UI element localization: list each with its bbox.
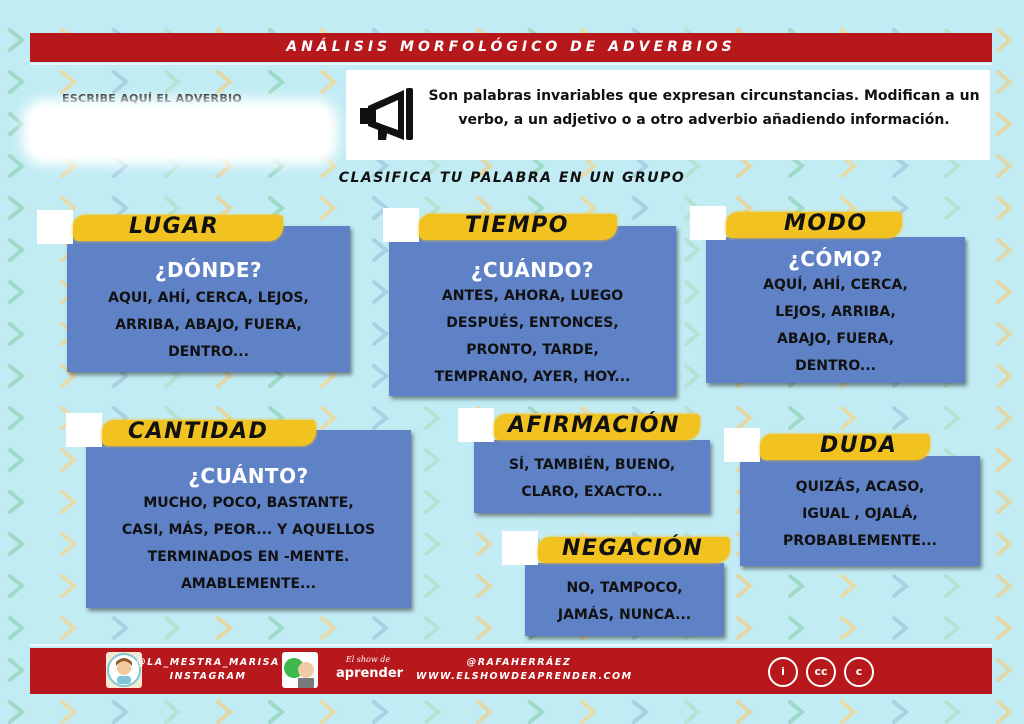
chevron-pattern-mark bbox=[374, 282, 386, 302]
chevron-pattern-mark bbox=[998, 660, 1010, 680]
chevron-pattern-mark bbox=[10, 198, 22, 218]
chevron-pattern-mark bbox=[426, 576, 438, 596]
logo-text-bottom: aprender bbox=[336, 666, 404, 681]
chevron-pattern-mark bbox=[582, 702, 594, 722]
chevron-pattern-mark bbox=[894, 618, 906, 638]
card-modo bbox=[706, 237, 965, 383]
card-modo-line: LEJOS, ARRIBA, bbox=[775, 304, 896, 320]
chevron-pattern-mark bbox=[322, 408, 334, 428]
el-show-de-aprender-logo bbox=[336, 654, 404, 688]
chevron-pattern-mark bbox=[114, 72, 126, 92]
chevron-pattern-mark bbox=[62, 72, 74, 92]
chevron-pattern-mark bbox=[998, 408, 1010, 428]
chevron-pattern-mark bbox=[10, 618, 22, 638]
chevron-pattern-mark bbox=[374, 240, 386, 260]
chevron-pattern-mark bbox=[946, 576, 958, 596]
chevron-pattern-mark bbox=[426, 450, 438, 470]
chevron-pattern-mark bbox=[478, 702, 490, 722]
chevron-pattern-mark bbox=[62, 534, 74, 554]
card-tiempo-line: DESPUÉS, ENTONCES, bbox=[446, 315, 619, 331]
cc-sharealike-icon: c bbox=[844, 657, 874, 687]
chevron-pattern-mark bbox=[634, 702, 646, 722]
card-duda-line: QUIZÁS, ACASO, bbox=[795, 479, 925, 495]
avatar-illustration-icon bbox=[282, 652, 318, 688]
chevron-pattern-mark bbox=[530, 702, 542, 722]
chevron-pattern-mark bbox=[998, 366, 1010, 386]
adverb-input-label: ESCRIBE AQUÍ EL ADVERBIO bbox=[62, 92, 243, 105]
chevron-pattern-mark bbox=[10, 282, 22, 302]
definition-box bbox=[346, 70, 990, 160]
chevron-pattern-mark bbox=[998, 534, 1010, 554]
website-credit[interactable] bbox=[416, 656, 633, 684]
chevron-pattern-mark bbox=[998, 576, 1010, 596]
chevron-pattern-mark bbox=[738, 702, 750, 722]
instagram-handle[interactable] bbox=[136, 656, 280, 684]
author-handle[interactable]: @RAFAHERRÁEZ bbox=[466, 657, 572, 668]
chevron-pattern-mark bbox=[790, 408, 802, 428]
chevron-pattern-mark bbox=[166, 72, 178, 92]
card-afirmacion bbox=[474, 440, 710, 513]
megaphone-icon bbox=[358, 86, 418, 142]
chevron-pattern-mark bbox=[686, 324, 698, 344]
label-afirmacion-text: AFIRMACIÓN bbox=[508, 413, 680, 438]
chevron-pattern-mark bbox=[894, 408, 906, 428]
label-modo-text: MODO bbox=[784, 211, 868, 236]
card-lugar bbox=[67, 226, 350, 372]
chevron-pattern-mark bbox=[62, 618, 74, 638]
chevron-pattern-mark bbox=[426, 408, 438, 428]
chevron-pattern-mark bbox=[10, 240, 22, 260]
chevron-pattern-mark bbox=[10, 702, 22, 722]
page-title: ANÁLISIS MORFOLÓGICO DE ADVERBIOS bbox=[30, 33, 992, 62]
card-lugar-line: AQUI, AHÍ, CERCA, LEJOS, bbox=[108, 290, 309, 306]
chevron-pattern-mark bbox=[998, 282, 1010, 302]
card-modo-line: DENTRO... bbox=[795, 358, 876, 374]
chevron-pattern-mark bbox=[374, 702, 386, 722]
chevron-pattern-mark bbox=[62, 702, 74, 722]
chevron-pattern-mark bbox=[62, 492, 74, 512]
chevron-pattern-mark bbox=[790, 702, 802, 722]
chevron-pattern-mark bbox=[738, 408, 750, 428]
chevron-pattern-mark bbox=[218, 702, 230, 722]
card-duda-line: PROBABLEMENTE... bbox=[783, 533, 937, 549]
chevron-pattern-mark bbox=[842, 408, 854, 428]
chevron-pattern-mark bbox=[374, 408, 386, 428]
card-cantidad bbox=[86, 430, 411, 608]
chevron-pattern-mark bbox=[166, 618, 178, 638]
chevron-pattern-mark bbox=[322, 198, 334, 218]
chevron-pattern-mark bbox=[998, 72, 1010, 92]
chevron-pattern-mark bbox=[894, 576, 906, 596]
chevron-pattern-mark bbox=[946, 198, 958, 218]
label-negacion-text: NEGACIÓN bbox=[562, 536, 704, 561]
card-tiempo-line: ANTES, AHORA, LUEGO bbox=[441, 288, 624, 304]
card-cantidad-examples bbox=[86, 490, 411, 598]
chevron-pattern-mark bbox=[374, 618, 386, 638]
chevron-pattern-mark bbox=[270, 72, 282, 92]
card-negacion-line: JAMÁS, NUNCA... bbox=[557, 607, 692, 623]
card-cantidad-line: CASI, MÁS, PEOR... Y AQUELLOS bbox=[121, 522, 376, 538]
chevron-pattern-mark bbox=[842, 702, 854, 722]
card-duda-examples bbox=[740, 474, 980, 555]
chevron-pattern-mark bbox=[426, 534, 438, 554]
instagram-label: INSTAGRAM bbox=[169, 671, 247, 682]
chevron-pattern-mark bbox=[998, 30, 1010, 50]
chevron-pattern-mark bbox=[998, 450, 1010, 470]
chevron-pattern-mark bbox=[738, 576, 750, 596]
chevron-pattern-mark bbox=[946, 618, 958, 638]
chevron-pattern-mark bbox=[998, 114, 1010, 134]
chevron-pattern-mark bbox=[10, 72, 22, 92]
card-negacion bbox=[525, 563, 724, 636]
chevron-pattern-mark bbox=[998, 618, 1010, 638]
checkbox-modo[interactable] bbox=[690, 206, 726, 240]
chevron-pattern-mark bbox=[10, 492, 22, 512]
card-afirmacion-line: SÍ, TAMBIÉN, BUENO, bbox=[508, 457, 676, 473]
card-afirmacion-examples bbox=[474, 452, 710, 506]
chevron-pattern-mark bbox=[10, 534, 22, 554]
chevron-pattern-mark bbox=[426, 702, 438, 722]
chevron-pattern-mark bbox=[374, 366, 386, 386]
card-modo-line: ABAJO, FUERA, bbox=[776, 331, 895, 347]
checkbox-duda[interactable] bbox=[724, 428, 760, 462]
card-negacion-examples bbox=[525, 575, 724, 629]
card-negacion-line: NO, TAMPOCO, bbox=[566, 580, 683, 596]
chevron-pattern-mark bbox=[10, 408, 22, 428]
card-duda-line: IGUAL , OJALÁ, bbox=[802, 506, 918, 522]
card-tiempo-question: ¿CUÁNDO? bbox=[470, 258, 595, 282]
chevron-pattern-mark bbox=[114, 702, 126, 722]
card-tiempo-line: PRONTO, TARDE, bbox=[466, 342, 599, 358]
checkbox-lugar[interactable] bbox=[37, 210, 73, 244]
chevron-pattern-mark bbox=[478, 576, 490, 596]
chevron-pattern-mark bbox=[790, 576, 802, 596]
card-modo-question: ¿CÓMO? bbox=[788, 247, 883, 271]
label-cantidad-text: CANTIDAD bbox=[128, 419, 269, 444]
chevron-pattern-mark bbox=[634, 198, 646, 218]
instagram-handle-text[interactable]: @LA_MESTRA_MARISA bbox=[136, 657, 280, 668]
chevron-pattern-mark bbox=[998, 324, 1010, 344]
card-lugar-line: ARRIBA, ABAJO, FUERA, bbox=[115, 317, 302, 333]
chevron-pattern-mark bbox=[270, 702, 282, 722]
card-modo-examples bbox=[706, 272, 965, 380]
chevron-pattern-mark bbox=[998, 240, 1010, 260]
chevron-pattern-mark bbox=[998, 198, 1010, 218]
card-cantidad-line: TERMINADOS EN -MENTE. bbox=[147, 549, 350, 565]
chevron-pattern-mark bbox=[374, 324, 386, 344]
cc-attribution-icon: i bbox=[768, 657, 798, 687]
chevron-pattern-mark bbox=[270, 618, 282, 638]
definition-text: Son palabras invariables que expresan circunstancias. Modifican a un verbo, a un adjetivo o a otro adverbio añadiendo información. bbox=[428, 88, 980, 128]
chevron-pattern-mark bbox=[10, 114, 22, 134]
chevron-pattern-mark bbox=[322, 618, 334, 638]
chevron-pattern-mark bbox=[998, 492, 1010, 512]
chevron-pattern-mark bbox=[10, 366, 22, 386]
card-lugar-question: ¿DÓNDE? bbox=[154, 258, 263, 282]
chevron-pattern-mark bbox=[686, 282, 698, 302]
checkbox-cantidad[interactable] bbox=[66, 413, 102, 447]
card-duda bbox=[740, 456, 980, 566]
card-cantidad-line: AMABLEMENTE... bbox=[180, 576, 317, 592]
logo-text-top: El show de bbox=[345, 655, 391, 664]
card-cantidad-question: ¿CUÁNTO? bbox=[188, 464, 309, 488]
checkbox-afirmacion[interactable] bbox=[458, 408, 494, 442]
chevron-pattern-mark bbox=[842, 576, 854, 596]
chevron-pattern-mark bbox=[478, 618, 490, 638]
chevron-pattern-mark bbox=[946, 702, 958, 722]
chevron-pattern-mark bbox=[790, 618, 802, 638]
chevron-pattern-mark bbox=[114, 618, 126, 638]
chevron-pattern-mark bbox=[218, 618, 230, 638]
checkbox-negacion[interactable] bbox=[502, 531, 538, 565]
label-tiempo-text: TIEMPO bbox=[465, 213, 569, 238]
website-url[interactable]: WWW.ELSHOWDEAPRENDER.COM bbox=[416, 671, 633, 682]
footer-bar bbox=[30, 648, 992, 694]
cc-license-icon: cc bbox=[806, 657, 836, 687]
card-modo-line: AQUÍ, AHÍ, CERCA, bbox=[763, 277, 908, 293]
chevron-pattern-mark bbox=[738, 618, 750, 638]
chevron-pattern-mark bbox=[322, 702, 334, 722]
chevron-pattern-mark bbox=[686, 240, 698, 260]
label-duda-text: DUDA bbox=[820, 433, 898, 458]
chevron-pattern-mark bbox=[322, 72, 334, 92]
card-cantidad-line: MUCHO, POCO, BASTANTE, bbox=[143, 495, 354, 511]
chevron-pattern-mark bbox=[478, 534, 490, 554]
chevron-pattern-mark bbox=[10, 450, 22, 470]
chevron-pattern-mark bbox=[426, 618, 438, 638]
adverb-input-field[interactable] bbox=[30, 107, 330, 157]
avatar bbox=[282, 652, 318, 688]
section-subtitle: CLASIFICA TU PALABRA EN UN GRUPO bbox=[338, 170, 686, 186]
card-afirmacion-line: CLARO, EXACTO... bbox=[521, 484, 663, 500]
chevron-pattern-mark bbox=[946, 408, 958, 428]
chevron-pattern-mark bbox=[998, 702, 1010, 722]
checkbox-tiempo[interactable] bbox=[383, 208, 419, 242]
chevron-pattern-mark bbox=[10, 30, 22, 50]
chevron-pattern-mark bbox=[62, 450, 74, 470]
chevron-pattern-mark bbox=[62, 576, 74, 596]
chevron-pattern-mark bbox=[686, 702, 698, 722]
card-tiempo-line: TEMPRANO, AYER, HOY... bbox=[434, 369, 631, 385]
card-tiempo-examples bbox=[389, 283, 676, 391]
card-tiempo bbox=[389, 226, 676, 396]
card-lugar-line: DENTRO... bbox=[168, 344, 249, 360]
chevron-pattern-mark bbox=[842, 618, 854, 638]
chevron-pattern-mark bbox=[10, 660, 22, 680]
card-lugar-examples bbox=[67, 285, 350, 366]
chevron-pattern-mark bbox=[166, 702, 178, 722]
chevron-pattern-mark bbox=[686, 366, 698, 386]
chevron-pattern-mark bbox=[218, 72, 230, 92]
chevron-pattern-mark bbox=[10, 324, 22, 344]
chevron-pattern-mark bbox=[426, 492, 438, 512]
label-lugar-text: LUGAR bbox=[129, 214, 220, 239]
chevron-pattern-mark bbox=[894, 702, 906, 722]
chevron-pattern-mark bbox=[10, 576, 22, 596]
